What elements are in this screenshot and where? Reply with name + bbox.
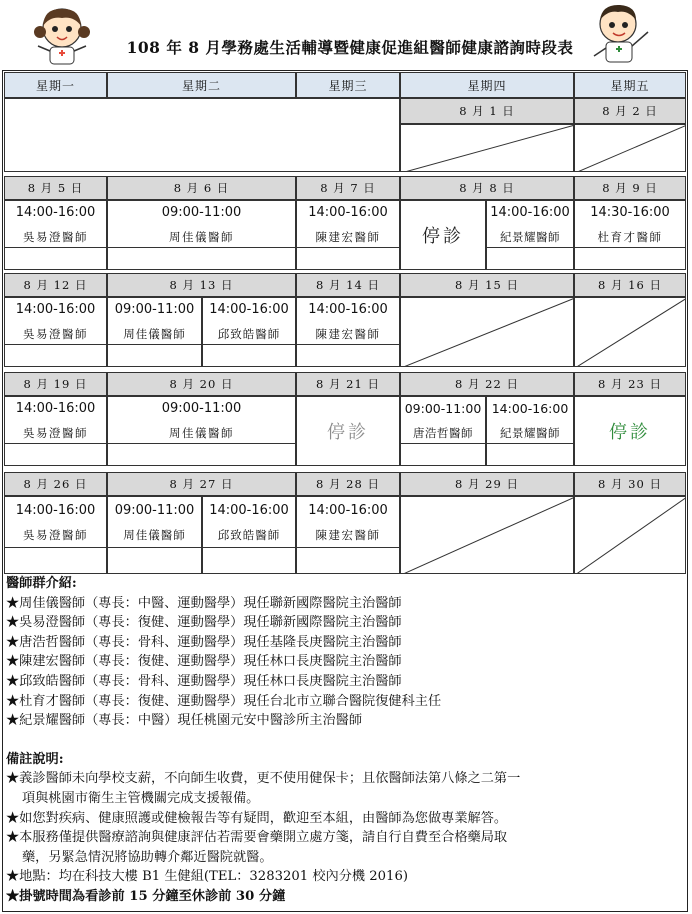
- doctor-intro-item: ★吳易澄醫師（專長：復健、運動醫學）現任聯新國際醫院主治醫師: [6, 615, 402, 631]
- slot-doctor: 陳建宏醫師: [315, 327, 381, 341]
- date-aug-23: 8 月 23 日: [574, 372, 686, 396]
- slot-aug-28: [296, 496, 400, 574]
- boy-mascot-icon: [584, 2, 656, 68]
- date-aug-21: 8 月 21 日: [296, 372, 400, 396]
- weekday-header-thu: 星期四: [400, 72, 574, 98]
- date-aug-28: 8 月 28 日: [296, 472, 400, 496]
- slot-doctor: 吳易澄醫師: [23, 230, 88, 244]
- doctor-intro-item: ★紀景耀醫師（專長：中醫）現任桃園元安中醫診所主治醫師: [6, 713, 363, 729]
- closed-cell: [574, 496, 686, 574]
- slot-doctor: 周佳儀醫師: [123, 528, 186, 542]
- slot-doctor: 杜育才醫師: [597, 230, 663, 244]
- row-divider: [203, 547, 295, 548]
- slot-aug-26: [4, 496, 107, 574]
- doctors-heading: 醫師群介紹:: [6, 576, 77, 591]
- slot-time: 14:00-16:00: [15, 401, 96, 416]
- date-aug-20: 8 月 20 日: [107, 372, 296, 396]
- page-title: 108 年 8 月學務處生活輔導暨健康促進組醫師健康諮詢時段表: [126, 38, 574, 57]
- note-item-registration: ★掛號時間為看診前 15 分鐘至休診前 30 分鐘: [6, 888, 286, 904]
- girl-mascot-icon: [30, 6, 94, 68]
- doctor-intro-item: ★陳建宏醫師（專長：復健、運動醫學）現任林口長庚醫院主治醫師: [6, 654, 402, 670]
- weekday-header-mon: 星期一: [4, 72, 107, 98]
- slot-time: 14:00-16:00: [209, 503, 289, 518]
- row-divider: [108, 443, 295, 444]
- date-aug-26: 8 月 26 日: [4, 472, 107, 496]
- date-aug-12: 8 月 12 日: [4, 273, 107, 297]
- slot-aug-27-pm: [202, 496, 296, 574]
- slot-time: 14:00-16:00: [308, 205, 388, 220]
- weekday-header-wed: 星期三: [296, 72, 400, 98]
- row-divider: [5, 547, 106, 548]
- slot-doctor: 紀景耀醫師: [500, 230, 560, 244]
- date-aug-13: 8 月 13 日: [107, 273, 296, 297]
- date-aug-30: 8 月 30 日: [574, 472, 686, 496]
- date-aug-2: 8 月 2 日: [574, 98, 686, 124]
- date-aug-6: 8 月 6 日: [107, 176, 296, 200]
- date-aug-15: 8 月 15 日: [400, 273, 574, 297]
- row-divider: [108, 344, 201, 345]
- closed-cell: [574, 124, 686, 172]
- note-item-location: ★地點：均在科技大樓 B1 生健組(TEL：3283201 校內分機 2016): [6, 869, 408, 885]
- slot-aug-20: [107, 396, 296, 466]
- slot-time: 09:00-11:00: [161, 401, 242, 416]
- row-divider: [487, 443, 573, 444]
- doctor-intro-item: ★周佳儀醫師（專長：中醫、運動醫學）現任聯新國際醫院主治醫師: [6, 595, 402, 611]
- slot-time: 14:00-16:00: [209, 302, 289, 317]
- slot-doctor: 邱致皓醫師: [217, 327, 281, 341]
- diagonal-slash: [575, 497, 686, 574]
- slot-doctor: 陳建宏醫師: [315, 528, 381, 542]
- notes-section: [6, 574, 686, 907]
- weekday-header-tue: 星期二: [107, 72, 296, 98]
- note-item-continued: 項與桃園市衛生主管機關完成支援報備。: [22, 790, 260, 806]
- slot-time: 14:00-16:00: [308, 503, 388, 518]
- slot-doctor: 周佳儀醫師: [169, 426, 234, 440]
- slot-doctor: 唐浩哲醫師: [413, 426, 473, 440]
- date-aug-5: 8 月 5 日: [4, 176, 107, 200]
- diagonal-slash: [575, 125, 686, 172]
- row-divider: [297, 547, 399, 548]
- week1-empty-block: [4, 98, 400, 172]
- slot-doctor: 吳易澄醫師: [23, 327, 88, 341]
- row-divider: [5, 247, 106, 248]
- row-divider: [401, 443, 485, 444]
- closed-cell: [400, 496, 574, 574]
- date-aug-8: 8 月 8 日: [400, 176, 574, 200]
- slot-aug-6: [107, 200, 296, 270]
- date-aug-29: 8 月 29 日: [400, 472, 574, 496]
- slot-time: 09:00-11:00: [114, 503, 195, 518]
- date-aug-27: 8 月 27 日: [107, 472, 296, 496]
- slot-time: 14:00-16:00: [15, 302, 96, 317]
- slot-aug-9: [574, 200, 686, 270]
- doctor-intro-item: ★邱致皓醫師（專長：骨科、運動醫學）現任林口長庚醫院主治醫師: [6, 673, 402, 689]
- page-header: [0, 0, 692, 70]
- slot-time: 09:00-11:00: [161, 205, 242, 220]
- slot-doctor: 邱致皓醫師: [217, 528, 281, 542]
- slot-time: 09:00-11:00: [404, 401, 482, 416]
- slot-aug-12: [4, 297, 107, 367]
- slot-doctor: 紀景耀醫師: [500, 426, 560, 440]
- slot-time: 09:00-11:00: [114, 302, 195, 317]
- note-item: ★如您對疾病、健康照護或健檢報告等有疑問，歡迎至本組，由醫師為您做專業解答。: [6, 810, 508, 826]
- slot-aug-5: [4, 200, 107, 270]
- slot-aug-22-pm: [486, 396, 574, 466]
- slot-doctor: 吳易澄醫師: [23, 426, 88, 440]
- row-divider: [5, 344, 106, 345]
- row-divider: [108, 547, 201, 548]
- note-item: ★本服務僅提供醫療諮詢與健康評估若需要會藥開立處方箋，請自行自費至合格藥局取: [6, 830, 508, 846]
- slot-doctor: 陳建宏醫師: [315, 230, 381, 244]
- slot-doctor: 周佳儀醫師: [169, 230, 234, 244]
- slot-time: 14:00-16:00: [15, 503, 96, 518]
- slot-time: 14:00-16:00: [491, 401, 569, 416]
- slot-aug-22-am: [400, 396, 486, 466]
- row-divider: [487, 247, 573, 248]
- note-item-continued: 藥，另緊急情況將協助轉介鄰近醫院就醫。: [22, 849, 273, 865]
- date-aug-16: 8 月 16 日: [574, 273, 686, 297]
- slot-time: 14:00-16:00: [308, 302, 388, 317]
- slot-aug-27-am: [107, 496, 202, 574]
- stop-aug-8: 停診: [400, 200, 486, 270]
- closed-cell: [400, 124, 574, 172]
- slot-aug-7: [296, 200, 400, 270]
- date-aug-7: 8 月 7 日: [296, 176, 400, 200]
- stop-aug-21: 停診: [296, 396, 400, 466]
- slot-doctor: 吳易澄醫師: [23, 528, 88, 542]
- doctor-intro-item: ★唐浩哲醫師（專長：骨科、運動醫學）現任基隆長庚醫院主治醫師: [6, 634, 402, 650]
- diagonal-slash: [401, 125, 574, 172]
- row-divider: [575, 247, 685, 248]
- slot-aug-13-am: [107, 297, 202, 367]
- date-aug-9: 8 月 9 日: [574, 176, 686, 200]
- diagonal-slash: [401, 497, 574, 574]
- note-item: ★義診醫師未向學校支薪，不向師生收費，更不使用健保卡；且依醫師法第八條之二第一: [6, 771, 521, 787]
- diagonal-slash: [401, 298, 574, 367]
- weekday-header-fri: 星期五: [574, 72, 686, 98]
- date-aug-1: 8 月 1 日: [400, 98, 574, 124]
- slot-aug-13-pm: [202, 297, 296, 367]
- slot-aug-8: [486, 200, 574, 270]
- closed-cell: [574, 297, 686, 367]
- row-divider: [297, 247, 399, 248]
- slot-time: 14:00-16:00: [490, 205, 570, 220]
- row-divider: [108, 247, 295, 248]
- row-divider: [297, 344, 399, 345]
- slot-time: 14:30-16:00: [590, 205, 670, 220]
- closed-cell: [400, 297, 574, 367]
- notes-heading: 備註說明:: [6, 751, 64, 767]
- slot-aug-19: [4, 396, 107, 466]
- date-aug-19: 8 月 19 日: [4, 372, 107, 396]
- slot-doctor: 周佳儀醫師: [123, 327, 186, 341]
- date-aug-14: 8 月 14 日: [296, 273, 400, 297]
- row-divider: [5, 443, 106, 444]
- slot-time: 14:00-16:00: [15, 205, 96, 220]
- date-aug-22: 8 月 22 日: [400, 372, 574, 396]
- doctor-intro-item: ★杜育才醫師（專長：復健、運動醫學）現任台北市立聯合醫院復健科主任: [6, 693, 442, 709]
- diagonal-slash: [575, 298, 686, 367]
- row-divider: [203, 344, 295, 345]
- slot-aug-14: [296, 297, 400, 367]
- stop-aug-23: 停診: [574, 396, 686, 466]
